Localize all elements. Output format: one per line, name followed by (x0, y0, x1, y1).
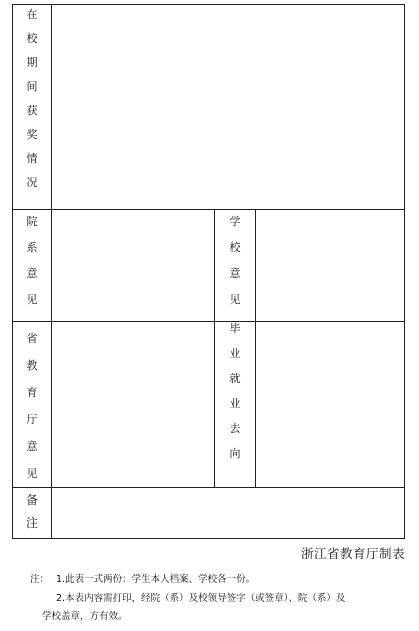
label-character: 奖 (26, 128, 38, 141)
label-character: 校 (229, 241, 241, 254)
label-character: 学 (229, 215, 241, 228)
label-character: 去 (229, 422, 241, 435)
form-table (12, 4, 405, 539)
awards-label (25, 9, 39, 188)
label-character: 况 (26, 176, 38, 189)
row-divider-1 (13, 209, 404, 210)
label-character: 向 (229, 447, 241, 460)
form-issuer: 浙江省教育厅制表 (300, 546, 405, 561)
label-character: 意 (229, 267, 241, 280)
label-character: 校 (26, 32, 38, 45)
label-character: 省 (26, 332, 38, 345)
label-character: 意 (26, 267, 38, 280)
row-divider-3 (13, 487, 404, 488)
label-column-divider (51, 5, 52, 538)
label-character: 系 (26, 241, 38, 254)
label-character: 间 (26, 80, 38, 93)
label-character: 在 (26, 8, 38, 21)
label-character: 见 (26, 293, 38, 306)
label-character: 教 (26, 359, 38, 372)
note-line-1: 1.此表一式两份：学生本人档案、学校各一份。 (56, 574, 256, 585)
label-character: 注 (25, 516, 38, 530)
note-line-2: 2.本表内容需打印，经院（系）及校领导签字（或签章）、院（系）及 (56, 593, 346, 604)
label-character: 院 (26, 215, 38, 228)
label-character: 见 (229, 293, 241, 306)
label-character: 就 (229, 372, 241, 385)
education-dept-opinion-label (25, 333, 39, 479)
label-character: 见 (26, 467, 38, 480)
note-label: 注： (30, 574, 50, 585)
label-character: 业 (229, 347, 241, 360)
label-character: 情 (26, 152, 38, 165)
label-character: 育 (26, 386, 38, 399)
label-character: 期 (26, 56, 38, 69)
department-opinion-label (25, 216, 39, 305)
graduation-destination-label (228, 323, 242, 459)
label-character: 业 (229, 397, 241, 410)
label-character: 获 (26, 104, 38, 117)
note-line-3: 学校盖章，方有效。 (42, 611, 128, 622)
middle-column-divider-left (214, 209, 215, 487)
school-opinion-label (228, 216, 242, 305)
label-character: 毕 (229, 322, 241, 335)
row-divider-2 (13, 321, 404, 322)
label-character: 备 (25, 493, 38, 507)
label-character: 意 (26, 440, 38, 453)
label-character: 厅 (26, 413, 38, 426)
middle-column-divider-right (255, 209, 256, 487)
remarks-label (25, 494, 39, 529)
